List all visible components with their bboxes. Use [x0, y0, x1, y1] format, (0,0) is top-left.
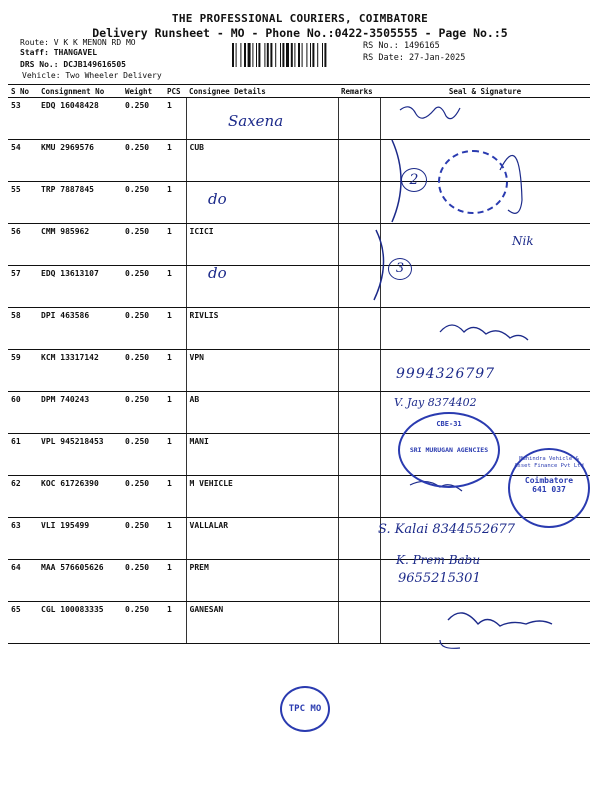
cell-pcs: 1	[164, 560, 186, 602]
signature-56: Nik	[512, 234, 534, 248]
cell-consignee: GANESAN	[186, 602, 338, 644]
cell-consignment: EDQ 13613107	[38, 266, 122, 308]
table-row	[8, 266, 590, 308]
cell-signature	[380, 308, 590, 350]
barcode-bar	[317, 43, 318, 67]
barcode-bar	[294, 43, 295, 67]
cell-remarks	[338, 392, 380, 434]
table-header-row	[8, 85, 590, 98]
barcode-bar	[312, 43, 314, 67]
cell-pcs: 1	[164, 476, 186, 518]
cell-sno: 63	[8, 518, 38, 560]
cell-weight: 0.250	[122, 224, 164, 266]
cell-sno: 65	[8, 602, 38, 644]
cell-remarks	[338, 602, 380, 644]
cell-weight: 0.250	[122, 518, 164, 560]
cell-weight: 0.250	[122, 560, 164, 602]
barcode-bar	[324, 43, 326, 67]
cell-sno: 59	[8, 350, 38, 392]
tpc-stamp: TPC MO	[280, 686, 330, 732]
cell-remarks	[338, 266, 380, 308]
agency-stamp: CBE-31 SRI MURUGAN AGENCIES	[398, 412, 500, 488]
cell-signature	[380, 602, 590, 644]
cell-pcs: 1	[164, 98, 186, 140]
cell-consignment: KOC 61726390	[38, 476, 122, 518]
cell-consignee: CUB	[186, 140, 338, 182]
vehicle-label: Vehicle: Two Wheeler Delivery	[22, 71, 162, 80]
runsheet-title: Delivery Runsheet - MO - Phone No.:0422-3505555 - Page No.:5	[92, 26, 508, 40]
col-consignee: Consignee Details	[186, 85, 338, 98]
rs-date: RS Date: 27-Jan-2025	[363, 53, 466, 63]
table-row	[8, 560, 590, 602]
barcode-bar	[275, 43, 276, 67]
company-title: THE PROFESSIONAL COURIERS, COIMBATORE	[171, 12, 429, 25]
barcode-bar	[264, 43, 265, 67]
cell-pcs: 1	[164, 350, 186, 392]
cell-pcs: 1	[164, 518, 186, 560]
handwriting-saxena: Saxena	[228, 112, 284, 130]
cell-weight: 0.250	[122, 140, 164, 182]
table-row	[8, 224, 590, 266]
rs-number: RS No.: 1496165	[363, 41, 440, 51]
cell-sno: 56	[8, 224, 38, 266]
table-row	[8, 308, 590, 350]
handwriting-do-55: do	[208, 190, 227, 208]
cell-remarks	[338, 434, 380, 476]
cell-signature	[380, 224, 590, 266]
cell-consignee: VALLALAR	[186, 518, 338, 560]
cell-pcs: 1	[164, 308, 186, 350]
cell-weight: 0.250	[122, 602, 164, 644]
barcode-bar	[322, 43, 323, 67]
cell-sno: 58	[8, 308, 38, 350]
cell-weight: 0.250	[122, 308, 164, 350]
barcode-bar	[267, 43, 269, 67]
cell-sno: 53	[8, 98, 38, 140]
circle-3: 3	[388, 258, 412, 280]
col-weight: Weight	[122, 85, 164, 98]
cell-remarks	[338, 308, 380, 350]
cell-weight: 0.250	[122, 182, 164, 224]
barcode-bar	[248, 43, 251, 67]
table-row	[8, 434, 590, 476]
cell-sno: 62	[8, 476, 38, 518]
barcode-bar	[256, 43, 257, 67]
barcode-bar	[306, 43, 307, 67]
cell-remarks	[338, 98, 380, 140]
vehicle-finance-stamp: Mahindra Vehicle & Asset Finance Pvt Ltd Coimbatore 641 037	[508, 448, 590, 528]
cell-consignee: M VEHICLE	[186, 476, 338, 518]
barcode-bar	[286, 43, 289, 67]
cell-consignment: CGL 100083335	[38, 602, 122, 644]
route-label: Route: V K K MENON RD MO	[20, 38, 136, 47]
barcode-bar	[270, 43, 272, 67]
barcode-bar	[232, 43, 234, 67]
col-consignment: Consignment No	[38, 85, 122, 98]
signature-60: V. Jay 8374402	[394, 396, 477, 409]
cell-weight: 0.250	[122, 98, 164, 140]
cell-consignment: DPI 463586	[38, 308, 122, 350]
cell-sno: 54	[8, 140, 38, 182]
cell-remarks	[338, 350, 380, 392]
cell-remarks	[338, 476, 380, 518]
cell-consignee: VPN	[186, 350, 338, 392]
cell-signature	[380, 98, 590, 140]
barcode-bar	[258, 43, 260, 67]
barcode-bar	[310, 43, 311, 67]
col-sno: S No	[8, 85, 38, 98]
cell-sno: 57	[8, 266, 38, 308]
barcode-bar	[236, 43, 237, 67]
cell-weight: 0.250	[122, 476, 164, 518]
cell-consignment: VLI 195499	[38, 518, 122, 560]
cell-consignment: KMU 2969576	[38, 140, 122, 182]
drs-label: DRS No.: DCJB149616505	[20, 60, 126, 69]
cell-pcs: 1	[164, 392, 186, 434]
cell-pcs: 1	[164, 602, 186, 644]
barcode	[232, 43, 350, 67]
staff-label: Staff: THANGAVEL	[20, 48, 98, 57]
cell-remarks	[338, 560, 380, 602]
cell-pcs: 1	[164, 224, 186, 266]
cell-pcs: 1	[164, 434, 186, 476]
cell-consignee: PREM	[186, 560, 338, 602]
cell-pcs: 1	[164, 266, 186, 308]
cell-consignment: TRP 7887845	[38, 182, 122, 224]
col-signature: Seal & Signature	[380, 85, 590, 98]
table-row	[8, 602, 590, 644]
cell-sno: 60	[8, 392, 38, 434]
cell-sno: 64	[8, 560, 38, 602]
phone-64: 9655215301	[398, 571, 481, 586]
phone-59: 9994326797	[396, 366, 496, 382]
cell-pcs: 1	[164, 182, 186, 224]
name-64: K. Prem Babu	[396, 553, 481, 567]
cell-consignee: RIVLIS	[186, 308, 338, 350]
cell-consignee: ICICI	[186, 224, 338, 266]
table-row	[8, 476, 590, 518]
cell-pcs: 1	[164, 140, 186, 182]
cell-weight: 0.250	[122, 434, 164, 476]
barcode-bar	[240, 43, 241, 67]
cell-weight: 0.250	[122, 350, 164, 392]
table-row	[8, 392, 590, 434]
table-row	[8, 98, 590, 140]
col-remarks: Remarks	[338, 85, 380, 98]
cell-weight: 0.250	[122, 266, 164, 308]
cell-consignment: MAA 576605626	[38, 560, 122, 602]
barcode-bar	[282, 43, 284, 67]
circle-2: 2	[401, 168, 427, 192]
cell-consignment: VPL 945218453	[38, 434, 122, 476]
cell-remarks	[338, 140, 380, 182]
barcode-bar	[298, 43, 300, 67]
signature-63: S. Kalai 8344552677	[378, 522, 516, 537]
cell-sno: 55	[8, 182, 38, 224]
barcode-bar	[291, 43, 293, 67]
cell-weight: 0.250	[122, 392, 164, 434]
table-row	[8, 350, 590, 392]
round-stamp-illegible	[438, 150, 508, 214]
handwriting-do-57: do	[208, 264, 227, 282]
barcode-bar	[244, 43, 246, 67]
barcode-bar	[280, 43, 281, 67]
cell-consignment: EDQ 16048428	[38, 98, 122, 140]
barcode-bar	[252, 43, 253, 67]
cell-consignment: DPM 740243	[38, 392, 122, 434]
cell-consignment: KCM 13317142	[38, 350, 122, 392]
cell-consignment: CMM 985962	[38, 224, 122, 266]
cell-remarks	[338, 182, 380, 224]
cell-remarks	[338, 224, 380, 266]
cell-sno: 61	[8, 434, 38, 476]
cell-remarks	[338, 518, 380, 560]
cell-consignee: MANI	[186, 434, 338, 476]
col-pcs: PCS	[164, 85, 186, 98]
cell-consignee: AB	[186, 392, 338, 434]
barcode-bar	[302, 43, 303, 67]
